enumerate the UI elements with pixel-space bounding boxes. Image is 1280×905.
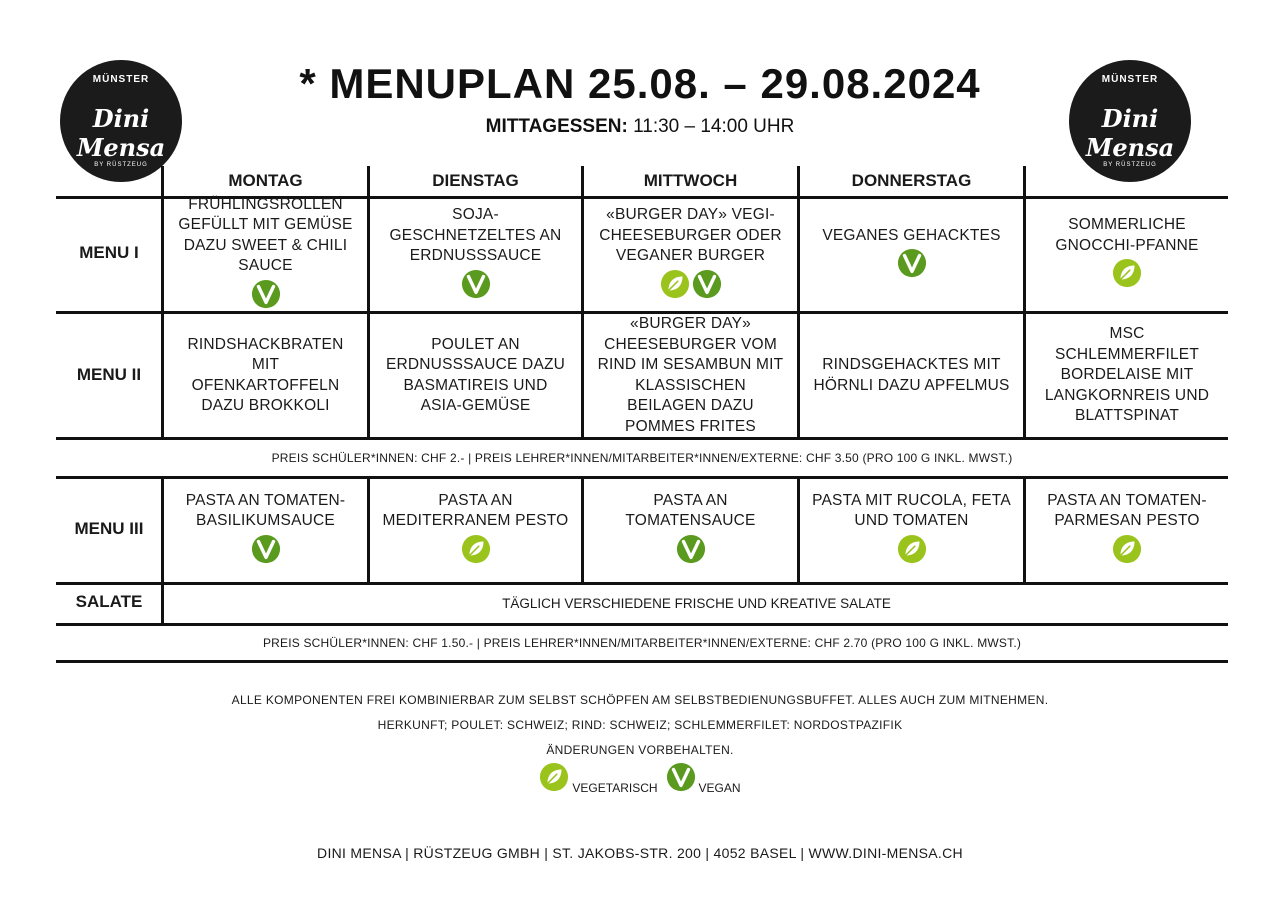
table-line	[581, 476, 584, 584]
table-line	[56, 623, 1228, 626]
legend-vegetarian-label: VEGETARISCH	[572, 781, 658, 795]
table-line	[56, 582, 1228, 585]
diet-icons	[251, 534, 281, 571]
logo-main-text: Dini Mensa	[1085, 104, 1175, 162]
dish-name: PASTA AN MEDITERRANEM PESTO	[382, 491, 569, 530]
vegetarian-leaf-icon	[1112, 534, 1142, 571]
row-label-menu-3: MENU III	[74, 519, 144, 538]
table-line	[797, 476, 800, 584]
menu-cell	[596, 199, 785, 311]
diet-icons	[660, 269, 722, 306]
logo-main-text: Dini Mensa	[76, 104, 166, 162]
vegetarian-leaf-icon	[1112, 258, 1142, 295]
table-line	[581, 166, 584, 437]
diet-icons	[1112, 258, 1142, 295]
menu-cell	[812, 314, 1011, 437]
logo-top-text: MÜNSTER	[1101, 74, 1159, 85]
day-header-dienstag: DIENSTAG	[432, 171, 519, 190]
subtitle-label: MITTAGESSEN:	[485, 116, 628, 137]
diet-icons	[897, 534, 927, 571]
price-menu-3: PREIS SCHÜLER*INNEN: CHF 1.50.- | PREIS LEHRER*INNEN/MITARBEITER*INNEN/EXTERNE: CHF 2.70 (PRO 100 G INKL. MWST.)	[262, 636, 1022, 650]
vegan-v-icon	[897, 248, 927, 285]
footer-address: DINI MENSA | RÜSTZEUG GMBH | ST. JAKOBS-STR. 200 | 4052 BASEL | WWW.DINI-MENSA.CH	[317, 845, 963, 861]
menu-cell	[1038, 199, 1216, 311]
diet-icons	[461, 534, 491, 571]
dish-name: PASTA AN TOMATEN-PARMESAN PESTO	[1047, 491, 1207, 530]
vegetarian-leaf-icon	[461, 534, 491, 571]
vegan-v-icon	[666, 762, 696, 795]
vegetarian-leaf-icon	[539, 762, 569, 795]
dish-name: SOJA-GESCHNETZELTES AN ERDNUSSSAUCE	[389, 206, 562, 264]
dish-name: SOMMERLICHE GNOCCHI-PFANNE	[1055, 216, 1199, 254]
menu-cell	[1038, 479, 1216, 582]
legend-vegan	[666, 762, 741, 795]
menu-cell	[176, 314, 355, 437]
menu-cell	[382, 199, 569, 311]
vegetarian-leaf-icon	[897, 534, 927, 571]
menu-cell	[382, 479, 569, 582]
dish-name: POULET AN ERDNUSSSAUCE DAZU BASMATIREIS UND ASIA-GEMÜSE	[385, 335, 566, 414]
diet-icons	[676, 534, 706, 571]
table-line	[56, 660, 1228, 663]
diet-icons	[461, 269, 491, 306]
note-origin: HERKUNFT; POULET: SCHWEIZ; RIND: SCHWEIZ; SCHLEMMERFILET: NORDOSTPAZIFIK	[377, 718, 903, 732]
subtitle-time: 11:30 – 14:00 UHR	[633, 116, 795, 137]
table-line	[367, 476, 370, 584]
dish-name: PASTA AN TOMATEN-BASILIKUMSAUCE	[185, 491, 346, 530]
legend-vegan-label: VEGAN	[698, 781, 741, 795]
table-line	[161, 166, 164, 437]
menu-cell	[176, 479, 355, 582]
vegan-v-icon	[251, 534, 281, 571]
vegan-v-icon	[692, 269, 722, 306]
diet-icons	[251, 279, 281, 316]
menu-cell	[382, 314, 569, 437]
page-title: * MENUPLAN 25.08. – 29.08.2024	[299, 60, 981, 107]
dish-name: «BURGER DAY» CHEESEBURGER VOM RIND IM SESAMBUN MIT KLASSISCHEN BEILAGEN DAZU POMMES FRITES	[597, 315, 784, 435]
logo-bottom-text: BY RÜSTZEUG	[94, 162, 148, 168]
day-header-friday	[1026, 168, 1228, 194]
table-line	[1023, 166, 1026, 437]
dish-name: PASTA AN TOMATENSAUCE	[625, 491, 756, 530]
diet-icons	[1112, 534, 1142, 571]
vegan-v-icon	[251, 279, 281, 316]
salate-text: TÄGLICH VERSCHIEDENE FRISCHE UND KREATIVE SALATE	[502, 596, 891, 611]
menu-cell	[812, 479, 1011, 582]
note-combination: ALLE KOMPONENTEN FREI KOMBINIERBAR ZUM SELBST SCHÖPFEN AM SELBSTBEDIENUNGSBUFFET. ALLES AUCH ZUM MITNEHMEN.	[231, 693, 1049, 707]
menu-cell	[1038, 314, 1216, 437]
menu-cell	[596, 314, 785, 437]
dish-name: PASTA MIT RUCOLA, FETA UND TOMATEN	[812, 491, 1011, 530]
dish-name: FRÜHLINGSROLLEN GEFÜLLT MIT GEMÜSE DAZU SWEET & CHILI SAUCE	[178, 195, 353, 275]
dish-name: MSC SCHLEMMERFILET BORDELAISE MIT LANGKORNREIS UND BLATTSPINAT	[1044, 325, 1210, 425]
table-line	[367, 166, 370, 437]
price-menu-1-2: PREIS SCHÜLER*INNEN: CHF 2.- | PREIS LEHRER*INNEN/MITARBEITER*INNEN/EXTERNE: CHF 3.50 (PRO 100 G INKL. MWST.)	[271, 451, 1013, 465]
menu-cell	[596, 479, 785, 582]
menu-cell	[176, 195, 355, 311]
menu-cell	[812, 199, 1011, 311]
dish-name: RINDSHACKBRATEN MIT OFENKARTOFFELN DAZU BROKKOLI	[187, 335, 344, 414]
logo-bottom-text: BY RÜSTZEUG	[1103, 162, 1157, 168]
dish-name: RINDSGEHACKTES MIT HÖRNLI DAZU APFELMUS	[813, 356, 1010, 394]
note-changes: ÄNDERUNGEN VORBEHALTEN.	[546, 743, 734, 757]
table-line	[1023, 476, 1026, 584]
row-label-menu-1: MENU I	[79, 243, 139, 262]
logo-top-text: MÜNSTER	[92, 74, 150, 85]
table-line	[797, 166, 800, 437]
dish-name: VEGANES GEHACKTES	[822, 226, 1001, 244]
row-label-salate: SALATE	[75, 592, 143, 611]
diet-icons	[897, 248, 927, 285]
day-header-donnerstag: DONNERSTAG	[851, 171, 972, 190]
legend	[0, 762, 1280, 795]
vegetarian-leaf-icon	[660, 269, 690, 306]
row-label-menu-2: MENU II	[76, 365, 142, 384]
day-header-mittwoch: MITTWOCH	[643, 171, 738, 190]
vegan-v-icon	[676, 534, 706, 571]
table-line	[56, 437, 1228, 440]
legend-vegetarian	[539, 762, 657, 795]
dish-name: «BURGER DAY» VEGI-CHEESEBURGER ODER VEGANER BURGER	[599, 206, 782, 264]
page-subtitle	[0, 116, 1280, 138]
day-header-montag: MONTAG	[228, 171, 303, 190]
vegan-v-icon	[461, 269, 491, 306]
